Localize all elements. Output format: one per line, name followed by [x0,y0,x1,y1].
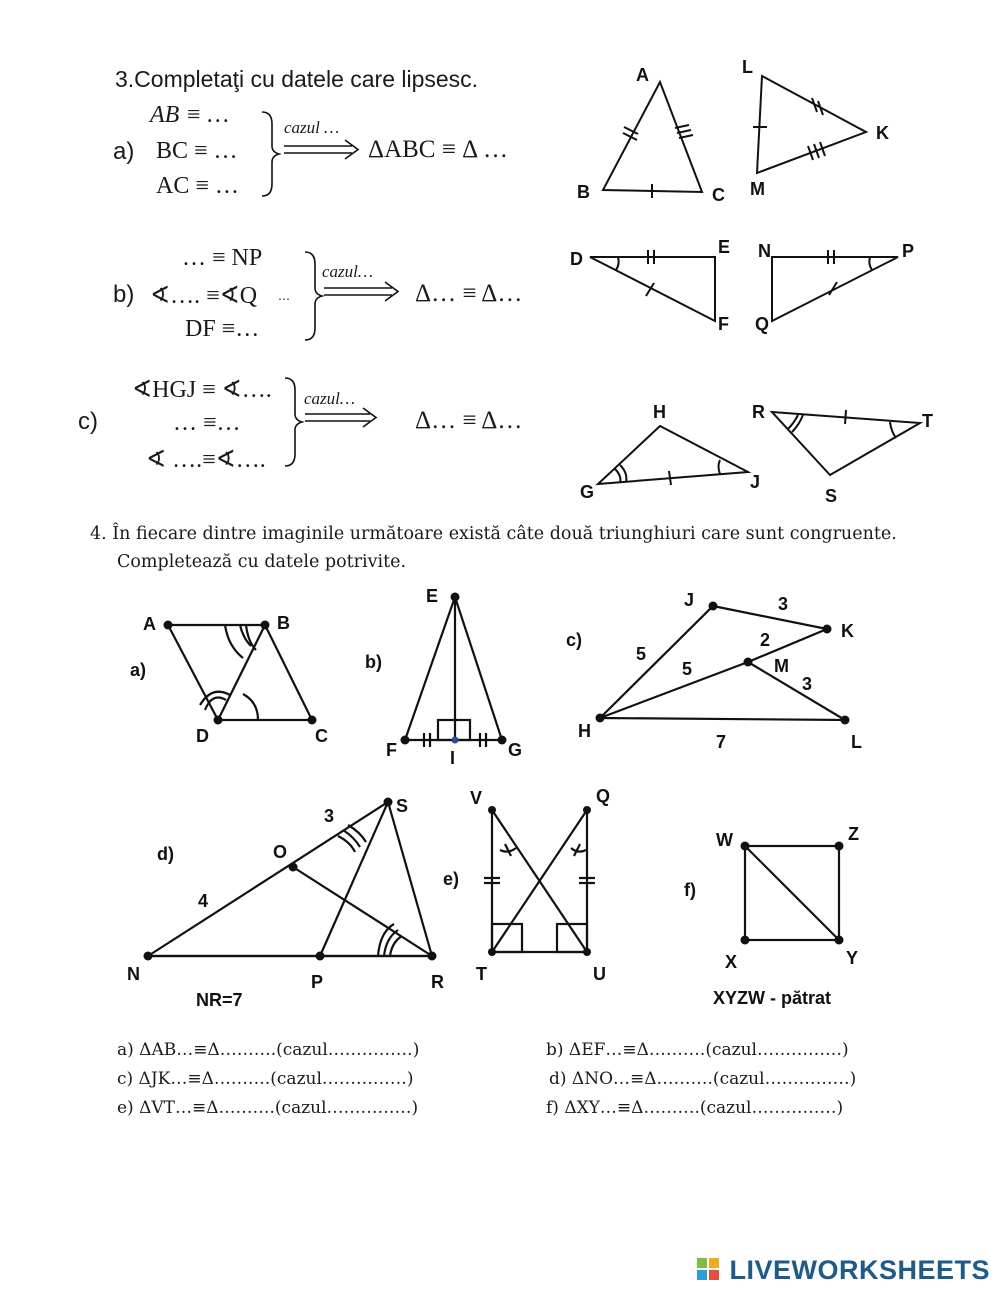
pt4-r: R [431,972,444,992]
ex3-c-cazul: cazul… [304,389,355,408]
exercise-4-line-1: 4. În fiecare dintre imaginile următoare există câte două triunghiuri care sunt congruente. [90,524,897,544]
pt-g: G [580,482,595,502]
pt4-u: U [593,964,606,984]
fig-a-label: a) [130,660,147,680]
ex3-b-result: Δ… ≡ Δ… [415,280,523,307]
answer-b[interactable]: b) ΔEF…≡Δ……….(cazul……………) [546,1040,849,1060]
fig-d-label: d) [157,844,174,864]
answer-d[interactable]: d) ΔNO…≡Δ……….(cazul……………) [549,1069,857,1089]
pt-f: F [718,314,729,334]
ex3-a-result: ΔABC ≡ Δ … [368,136,509,163]
pt-q: Q [755,314,770,334]
ex3-a-line-1: AB ≡ … [150,102,229,128]
pt4-c: C [315,726,328,746]
pt-j: J [750,472,761,492]
pt4-k: K [841,621,854,641]
len-hl: 7 [716,732,727,752]
pt4-z: Z [848,824,859,844]
pt4-o: O [273,842,288,862]
pt-l: L [742,57,753,77]
pt4-s: S [396,796,409,816]
len-hj: 5 [636,644,647,664]
ex3-a-line-2: BC ≡ … [156,138,238,164]
ex3-b-label: b) [113,281,135,308]
pt-h: H [653,402,666,422]
pt4-m: M [774,656,789,676]
pt4-l: L [851,732,862,752]
pt-n: N [758,241,771,261]
pt-s: S [825,486,838,506]
pt4-y: Y [846,948,859,968]
ex3-b-line-3: DF ≡… [185,316,260,342]
parallelogram-abcd [168,625,312,720]
exercise-4-line-2: Completează cu datele potrivite. [117,552,407,572]
fig-b-label: b) [365,652,382,672]
pt4-g: G [508,740,523,760]
note-square: XYZW - pătrat [713,988,832,1008]
len-ml: 3 [802,674,813,694]
pt-e: E [718,237,731,257]
len-km: 2 [760,630,771,650]
ex4-figures [0,580,1000,1020]
pt-p: P [902,241,915,261]
pt4-i: I [450,748,456,768]
ex3-b-cazul: cazul… [322,262,373,281]
ex3-a-cazul: cazul … [284,118,340,137]
liveworksheets-logo[interactable]: LIVEWORKSHEETS [729,1255,990,1285]
ex3-b-extra: … [278,289,290,303]
triangle-efg [405,597,502,740]
len-no: 4 [198,891,209,911]
pt4-d: D [196,726,209,746]
exercise-3-title: 3.Completaţi cu datele care lipsesc. [115,66,479,92]
fig-f-label: f) [684,880,696,900]
ex3-c-label: c) [78,408,98,435]
len-jk: 3 [778,594,789,614]
pt4-f: F [386,740,397,760]
pt-a: A [636,65,649,85]
ex3-figures [560,55,940,515]
ex3-c-result: Δ… ≡ Δ… [415,407,523,434]
pt4-w: W [716,830,733,850]
pt4-b: B [277,613,290,633]
ex3-c-line-2: … ≡… [173,410,241,436]
ex3-a-label: a) [113,138,135,165]
pt-k: K [876,123,889,143]
triangle-npq [772,257,898,321]
answer-a[interactable]: a) ΔAB…≡Δ……….(cazul……………) [117,1040,420,1060]
pt-t: T [922,411,933,431]
pt-m: M [750,179,765,199]
pt4-q: Q [596,786,611,806]
ex3-c-line-1: ∢HGJ ≡ ∢…. [132,377,272,403]
ex3-a-line-3: AC ≡ … [156,173,239,199]
fig-e-label: e) [443,869,460,889]
triangle-def [590,257,715,321]
pt4-x: X [725,952,738,972]
pt-d: D [570,249,583,269]
fig-c-label: c) [566,630,583,650]
pt4-h: H [578,721,591,741]
pt4-t: T [476,964,487,984]
len-os: 3 [324,806,335,826]
ex3-b-line-1: … ≡ NP [182,245,263,271]
answer-e[interactable]: e) ΔVT…≡Δ……….(cazul……………) [117,1098,419,1118]
ex3-b-line-2: ∢…. ≡∢Q [150,283,258,309]
pt-b: B [577,182,590,202]
pt4-n: N [127,964,140,984]
answer-c[interactable]: c) ΔJK…≡Δ……….(cazul……………) [117,1069,414,1089]
pt-r: R [752,402,765,422]
answer-f[interactable]: f) ΔXY…≡Δ……….(cazul……………) [546,1098,844,1118]
liveworksheets-logo-icon [697,1258,719,1280]
triangle-nsr [148,802,432,956]
pt4-e: E [426,586,439,606]
len-hm: 5 [682,659,693,679]
pt4-v: V [470,788,483,808]
ex3-c-line-3: ∢ ….≡∢…. [146,447,266,473]
pt-c: C [712,185,725,205]
note-nr: NR=7 [196,990,243,1010]
pt4-p: P [311,972,324,992]
pt4-a: A [143,614,156,634]
pt4-j: J [684,590,695,610]
